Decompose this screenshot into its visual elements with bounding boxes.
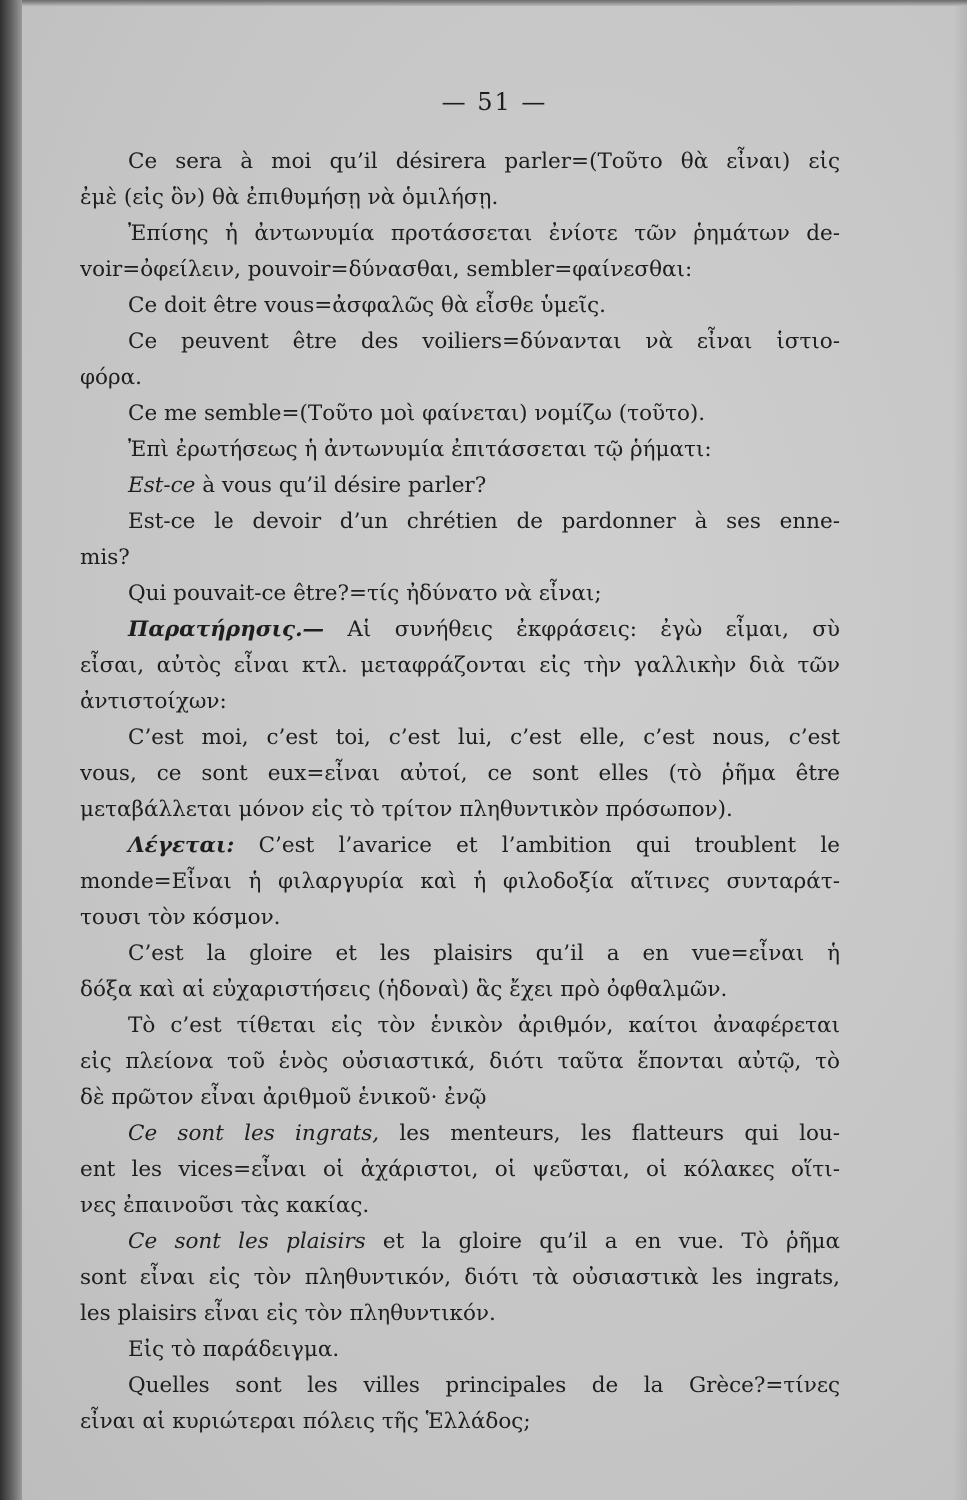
line-text: εἶναι αἱ κυριώτεραι πόλεις τῆς Ἑλλάδος; (80, 1409, 531, 1434)
text-line (80, 540, 840, 576)
text-line (80, 468, 840, 504)
line-text: mis? (80, 545, 130, 570)
text-line (80, 1404, 840, 1440)
line-text: μεταβάλλεται μόνον εἰς τὸ τρίτον πληθυντικὸν πρόσωπον). (80, 797, 733, 822)
text-line (80, 396, 840, 432)
text-line (80, 1224, 840, 1260)
line-text: Ce me semble=(Τοῦτο μοὶ φαίνεται) νομίζω (τοῦτο). (128, 401, 706, 426)
emphasized-lead: Ce sont les ingrats, (128, 1121, 380, 1146)
scan-binding-shadow (0, 0, 22, 1500)
text-line (80, 972, 840, 1008)
line-text: Qui pouvait-ce être?=τίς ἠδύνατο νὰ εἶναι; (128, 581, 602, 606)
line-text: Ce peuvent être des voiliers=δύνανται νὰ εἶναι ἱστιο- (128, 329, 840, 354)
text-line (80, 432, 840, 468)
text-line (80, 828, 840, 864)
emphasized-lead: Λέγεται: (128, 833, 235, 858)
text-line (80, 216, 840, 252)
text-line (80, 1296, 840, 1332)
page-right-edge (953, 6, 967, 1500)
line-text: Quelles sont les villes principales de la Grèce?=τίνες (128, 1373, 840, 1398)
line-text: sont εἶναι εἰς τὸν πληθυντικόν, διότι τὰ οὐσιαστικὰ les ingrats, (80, 1265, 840, 1290)
line-text: φόρα. (80, 365, 142, 390)
text-line (80, 288, 840, 324)
text-line (80, 360, 840, 396)
line-text: Ce doit être vous=ἀσφαλῶς θὰ εἶσθε ὑμεῖς. (128, 293, 606, 318)
line-text: C’est la gloire et les plaisirs qu’il a en vue=εἶναι ἡ (128, 941, 840, 966)
text-line (80, 684, 840, 720)
text-line (80, 1080, 840, 1116)
line-text: νες ἐπαινοῦσι τὰς κακίας. (80, 1193, 370, 1218)
line-text: Ce sera à moi qu’il désirera parler=(Τοῦτο θὰ εἶναι) εἰς (128, 149, 840, 174)
text-line (80, 1116, 840, 1152)
emphasized-lead: Est-ce (128, 473, 196, 498)
text-line (80, 504, 840, 540)
text-line (80, 252, 840, 288)
line-text: vous, ce sont eux=εἶναι αὐτοί, ce sont elles (τὸ ῥῆμα être (80, 761, 840, 786)
line-text: Τὸ c’est τίθεται εἰς τὸν ἑνικὸν ἀριθμόν, καίτοι ἀναφέρεται (128, 1013, 840, 1038)
text-line (80, 144, 840, 180)
text-line (80, 612, 840, 648)
text-line (80, 576, 840, 612)
line-text: et la gloire qu’il a en vue. Τὸ ῥῆμα (365, 1229, 840, 1254)
line-text: les menteurs, les flatteurs qui lou- (379, 1121, 840, 1146)
text-line (80, 1008, 840, 1044)
line-text: voir=ὀφείλειν, pouvoir=δύνασθαι, sembler=φαίνεσθαι: (80, 257, 693, 282)
line-text: δὲ πρῶτον εἶναι ἀριθμοῦ ἑνικοῦ· ἐνῷ (80, 1085, 487, 1110)
line-text: Εἰς τὸ παράδειγμα. (128, 1337, 340, 1362)
line-text: les plaisirs εἶναι εἰς τὸν πληθυντικόν. (80, 1301, 496, 1326)
line-text: ent les vices=εἶναι οἱ ἀχάριστοι, οἱ ψεῦσται, οἱ κόλακες οἵτι- (80, 1157, 840, 1182)
text-line (80, 324, 840, 360)
line-text: à vous qu’il désire parler? (195, 473, 487, 498)
text-line (80, 1044, 840, 1080)
line-text: ἐμὲ (εἰς ὃν) θὰ ἐπιθυμήσῃ νὰ ὁμιλήσῃ. (80, 185, 499, 210)
text-line (80, 864, 840, 900)
text-line (80, 1152, 840, 1188)
text-line (80, 936, 840, 972)
emphasized-lead: Ce sont les plaisirs (128, 1229, 366, 1254)
line-text: Est-ce le devoir d’un chrétien de pardonner à ses enne- (128, 509, 840, 534)
line-text: εἶσαι, αὐτὸς εἶναι κτλ. μεταφράζονται εἰς τὴν γαλλικὴν διὰ τῶν (80, 653, 840, 678)
text-line (80, 1188, 840, 1224)
text-line (80, 720, 840, 756)
line-text: ἀντιστοίχων: (80, 689, 227, 714)
line-text: Αἱ συνήθεις ἐκφράσεις: ἐγὼ εἶμαι, σὺ (324, 617, 840, 642)
text-line (80, 180, 840, 216)
page-number: — 51 — (441, 88, 548, 116)
text-line (80, 792, 840, 828)
text-line (80, 1368, 840, 1404)
emphasized-lead: Παρατήρησις.— (128, 617, 325, 642)
line-text: δόξα καὶ αἱ εὐχαριστήσεις (ἡδοναὶ) ἃς ἔχει πρὸ ὀφθαλμῶν. (80, 977, 728, 1002)
text-line (80, 648, 840, 684)
line-text: Ἐπὶ ἐρωτήσεως ἡ ἀντωνυμία ἐπιτάσσεται τῷ ῥήματι: (128, 437, 712, 462)
line-text: εἰς πλείονα τοῦ ἑνὸς οὐσιαστικά, διότι ταῦτα ἕπονται αὐτῷ, τὸ (80, 1049, 840, 1074)
page-body-text (80, 144, 840, 1440)
text-line (80, 1260, 840, 1296)
text-line (80, 1332, 840, 1368)
line-text: C’est moi, c’est toi, c’est lui, c’est elle, c’est nous, c’est (128, 725, 840, 750)
book-page (22, 6, 967, 1500)
line-text: C’est l’avarice et l’ambition qui troublent le (234, 833, 840, 858)
line-text: Ἐπίσης ἡ ἀντωνυμία προτάσσεται ἐνίοτε τῶν ῥημάτων de- (128, 221, 840, 246)
line-text: monde=Εἶναι ἡ φιλαργυρία καὶ ἡ φιλοδοξία αἵτινες συνταράτ- (80, 869, 840, 894)
text-line (80, 756, 840, 792)
line-text: τουσι τὸν κόσμον. (80, 905, 281, 930)
text-line (80, 900, 840, 936)
